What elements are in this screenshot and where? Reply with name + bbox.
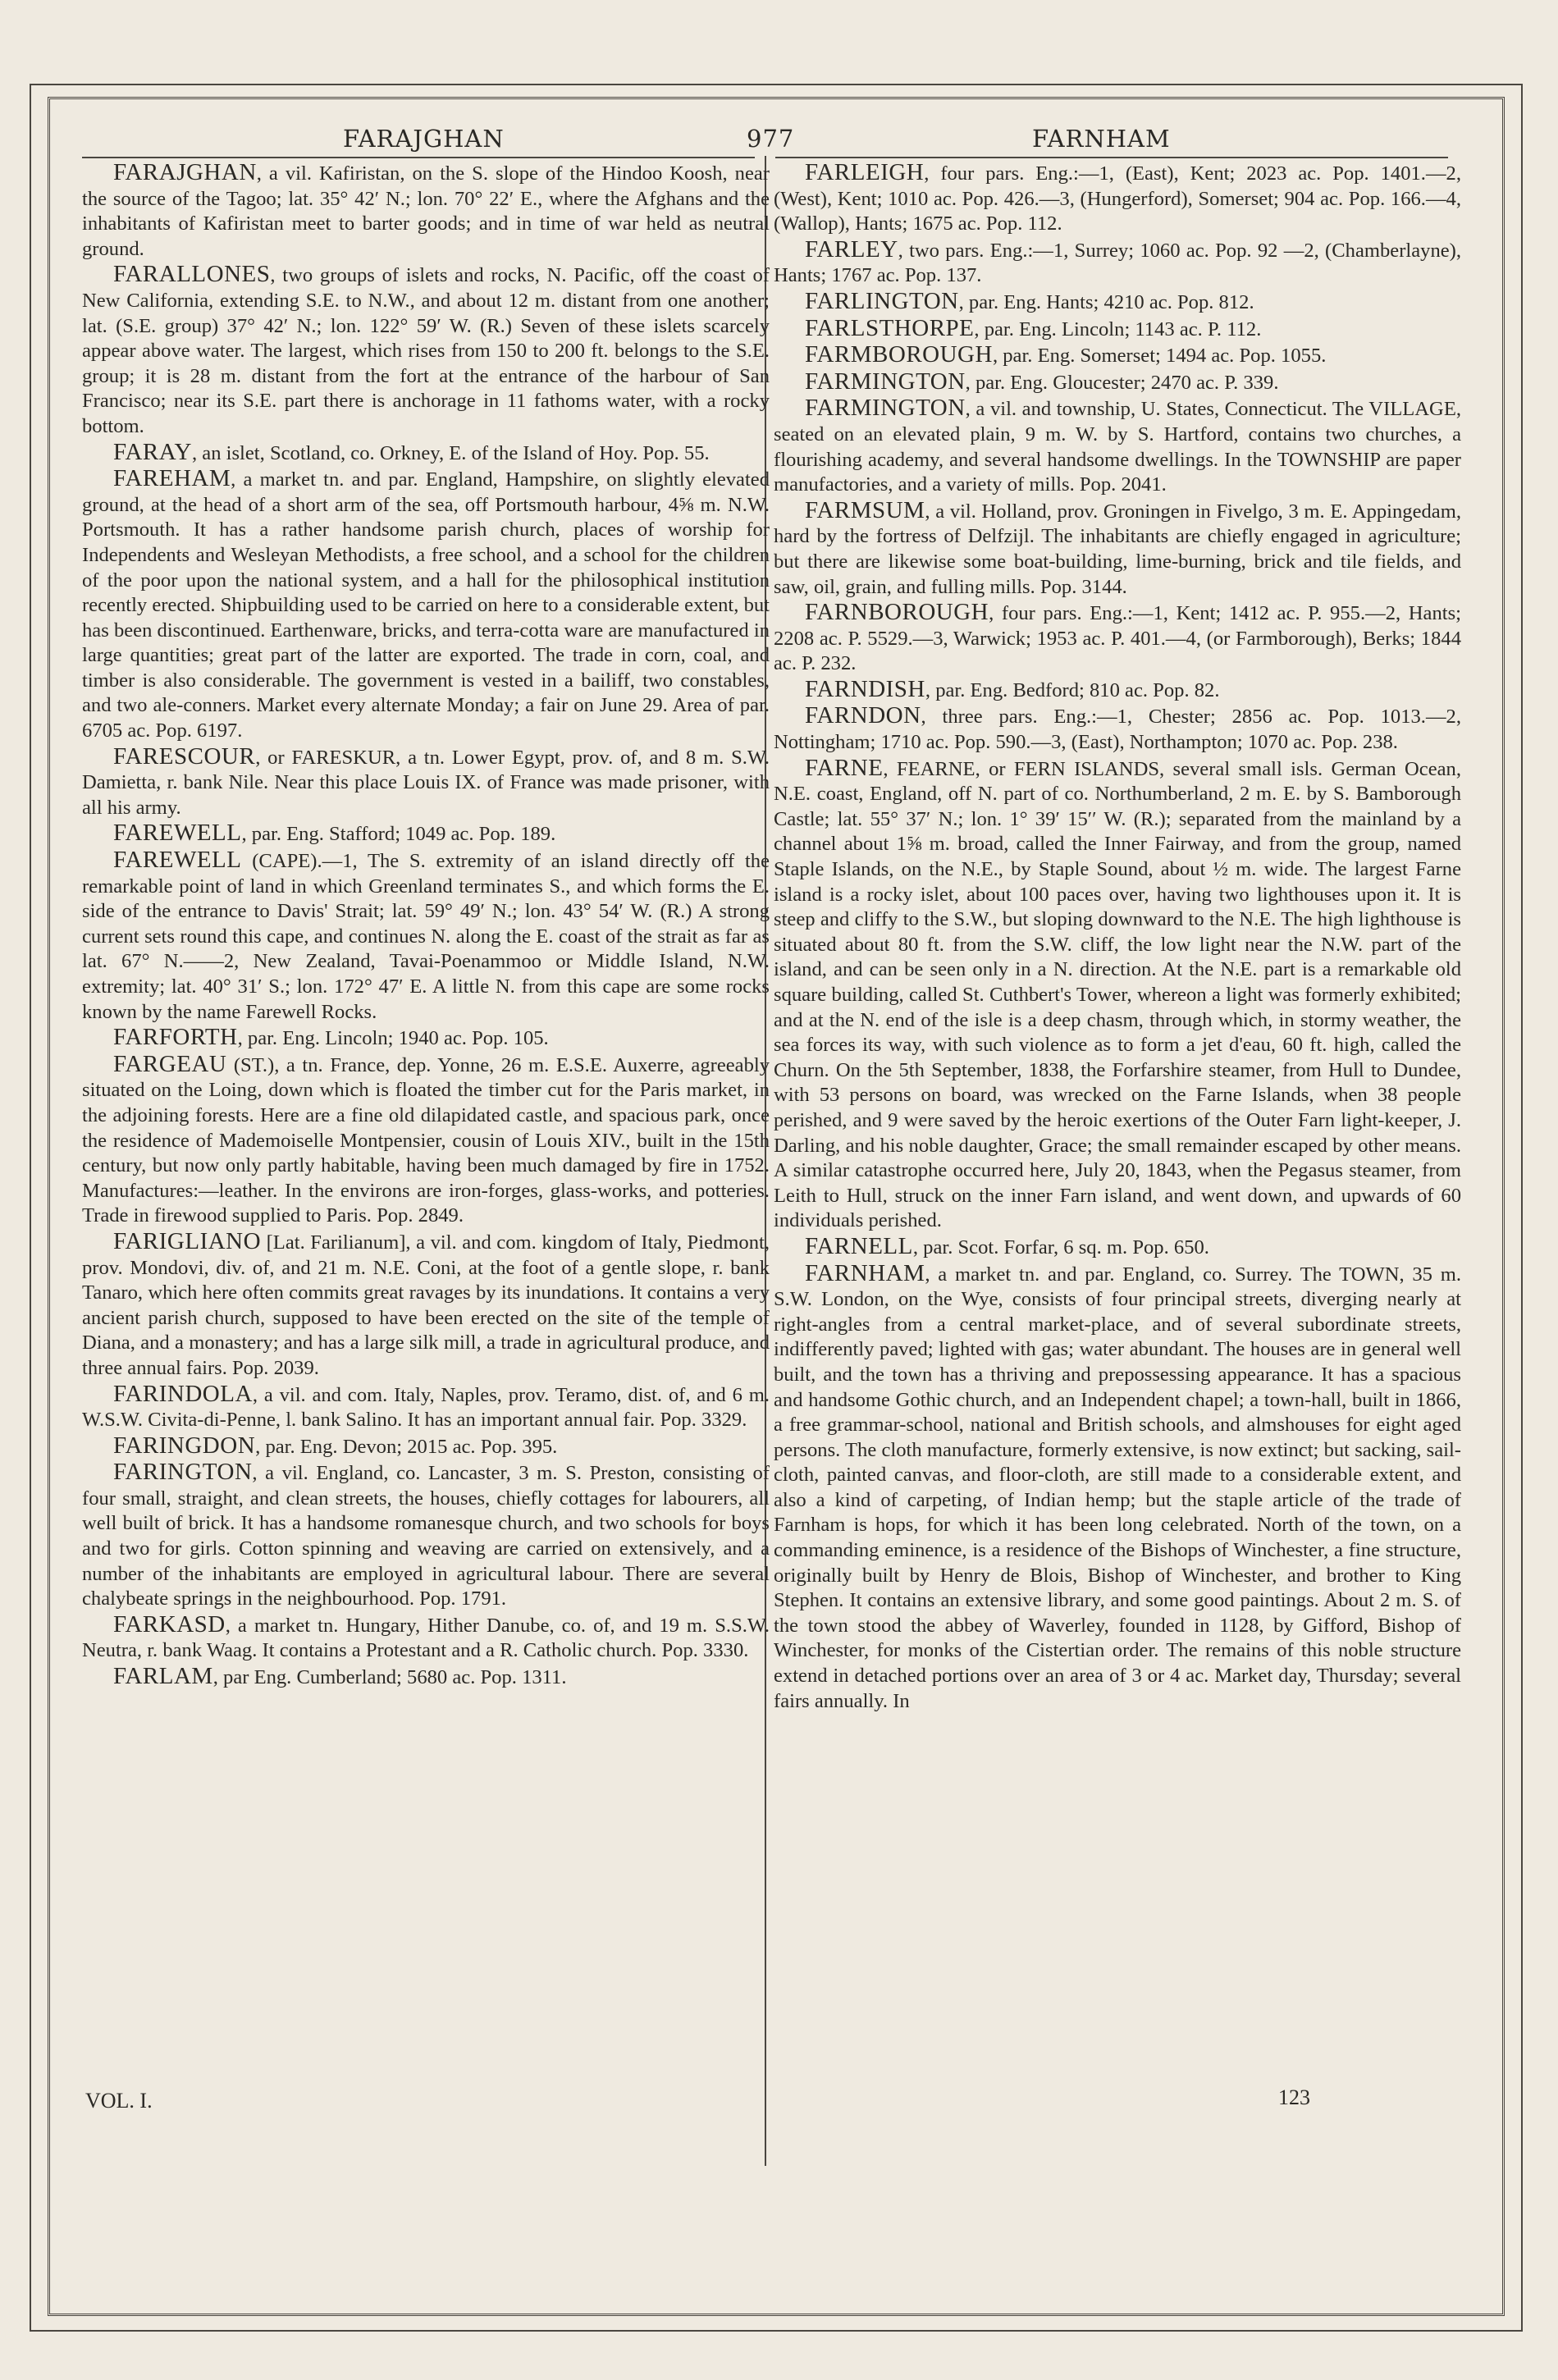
entry-text: , two pars. Eng.:—1, Surrey; 1060 ac. Pop. 92 —2, (Chamberlayne), Hants; 1767 ac. Pop. 137. [774, 239, 1461, 287]
running-head-right: FARNHAM [1032, 125, 1171, 153]
gazetteer-entry [82, 262, 770, 439]
entry-headword: FARNDISH [805, 675, 925, 702]
entry-text: (ST.), a tn. France, dep. Yonne, 26 m. E.S.E. Auxerre, agreeably situated on the Loing, down which is floated the timber cut for the Paris market, in the adjoining forests. Here are a fine old dilapidated castle, and spacious park, once the residence of Mademoiselle Montpensier, cousin of Louis XIV., built in the 15th century, but now only partly habitable, having been much damaged by fire in 1752. Manufactures:—leather. In the environs are iron-forges, glass-works, and potteries. Trade in firewood supplied to Paris. Pop. 2849. [82, 1053, 770, 1227]
entry-text: , or FARESKUR, a tn. Lower Egypt, prov. of, and 8 m. S.W. Damietta, r. bank Nile. Near this place Louis IX. of France was made prisoner, with all his army. [82, 746, 770, 819]
entry-headword: FARNE [805, 754, 884, 781]
gazetteer-entry [82, 466, 770, 744]
entry-text: , four pars. Eng.:—1, (East), Kent; 2023 ac. Pop. 1401.—2, (West), Kent; 1010 ac. Pop. 426.—3, (Hungerford), Somerset; 904 ac. Pop. 166.—4, (Wallop), Hants; 1675 ac. Pop. 112. [774, 162, 1461, 235]
gazetteer-entry [82, 1433, 770, 1460]
entry-text: , par. Eng. Bedford; 810 ac. Pop. 82. [925, 678, 1220, 701]
left-column [82, 160, 770, 2186]
gazetteer-entry [82, 744, 770, 821]
gazetteer-entry [774, 369, 1461, 396]
entry-headword: FARNHAM [805, 1259, 925, 1286]
header-rule-right [775, 157, 1448, 158]
right-column [774, 160, 1461, 2186]
entry-headword: FARMSUM [805, 496, 925, 523]
entry-text: , par. Eng. Stafford; 1049 ac. Pop. 189. [241, 823, 556, 846]
gazetteer-entry [82, 1025, 770, 1052]
gazetteer-entry [774, 289, 1461, 316]
entry-headword: FARINGDON [113, 1432, 256, 1459]
gazetteer-entry [82, 1664, 770, 1691]
entry-text: , a market tn. Hungary, Hither Danube, co. of, and 19 m. S.S.W. Neutra, r. bank Waag. It contains a Protestant and a R. Catholic church. Pop. 3330. [82, 1614, 770, 1662]
entry-headword: FARGEAU [113, 1050, 227, 1077]
entry-text: , par. Eng. Somerset; 1494 ac. Pop. 1055. [992, 345, 1327, 368]
entry-text: , an islet, Scotland, co. Orkney, E. of the Island of Hoy. Pop. 55. [192, 441, 710, 464]
entry-text: , two groups of islets and rocks, N. Pacific, off the coast of New California, extending S.E. to N.W., and about 12 m. distant from one another; lat. (S.E. group) 37° 42′ N.; lon. 122° 59′ W. (R.) Seven of these islets scarcely appear above water. The largest, which rises from 150 to 200 ft. belongs to the S.E. group; it is 28 m. distant from the fort at the entrance of the harbour of San Francisco; near its S.E. part there is anchorage in 11 fathoms water, with a rocky bottom. [82, 264, 770, 437]
gazetteer-entry [82, 160, 770, 262]
entry-text: , par. Eng. Lincoln; 1940 ac. Pop. 105. [237, 1027, 549, 1050]
entry-headword: FARALLONES [113, 261, 271, 288]
gazetteer-entry [82, 1460, 770, 1612]
entry-headword: FARLSTHORPE [805, 314, 975, 341]
entry-headword: FAREHAM [113, 465, 231, 492]
entry-text: , a vil. England, co. Lancaster, 3 m. S. Preston, consisting of four small, straight, and clean streets, the houses, chiefly cottages for labourers, all well built of brick. It has a handsome romanesque church, and two schools for boys and two for girls. Cotton spinning and weaving are carried on extensively, and a number of the inhabitants are employed in agricultural labour. There are several chalybeate springs in the neighbourhood. Pop. 1791. [82, 1462, 770, 1610]
entry-headword: FARMBOROUGH [805, 341, 993, 368]
entry-text: , par. Scot. Forfar, 6 sq. m. Pop. 650. [912, 1236, 1209, 1259]
entry-headword: FARAJGHAN [113, 160, 257, 185]
gazetteer-entry [82, 1382, 770, 1433]
entry-headword: FARESCOUR [113, 742, 256, 770]
gazetteer-entry [82, 820, 770, 847]
entry-headword: FARINGTON [113, 1459, 253, 1486]
gazetteer-entry [774, 316, 1461, 343]
entry-text: , a vil. and com. Italy, Naples, prov. Teramo, dist. of, and 6 m. W.S.W. Civita-di-Penne, l. bank Salino. It has an important annual fair. Pop. 3329. [82, 1383, 770, 1432]
gazetteer-entry [774, 600, 1461, 677]
entry-headword: FARFORTH [113, 1024, 238, 1051]
entry-headword: FARLAM [113, 1663, 213, 1690]
gazetteer-entry [82, 847, 770, 1025]
entry-text: (CAPE).—1, The S. extremity of an island directly off the remarkable point of land in which Greenland terminates S., and which forms the E. side of the entrance to Davis' Strait; lat. 59° 49′ N.; lon. 43° 54′ W. (R.) A strong current sets round this cape, and continues N. along the E. coast of the strait as far as lat. 67° N.——2, New Zealand, Tavai-Poenammoo or Middle Island, N.W. extremity; lat. 40° 31′ S.; lon. 172° 47′ E. A little N. from this cape are some rocks known by the name Farewell Rocks. [82, 850, 770, 1023]
entry-text: , par. Eng. Hants; 4210 ac. Pop. 812. [958, 290, 1254, 313]
gazetteer-entry [774, 1234, 1461, 1261]
entry-headword: FARLINGTON [805, 287, 959, 314]
entry-headword: FARLEIGH [805, 160, 925, 185]
entry-headword: FARLEY [805, 235, 898, 263]
entry-text: , par. Eng. Gloucester; 2470 ac. P. 339. [965, 371, 1279, 394]
gazetteer-entry [774, 395, 1461, 497]
signature-mark: 123 [1278, 2085, 1310, 2109]
gazetteer-entry [774, 1261, 1461, 1715]
gazetteer-entry [82, 1229, 770, 1382]
gazetteer-entry [774, 498, 1461, 600]
gazetteer-entry [774, 677, 1461, 704]
entry-headword: FARMINGTON [805, 395, 966, 422]
volume-label: VOL. I. [85, 2089, 153, 2113]
entry-headword: FARINDOLA [113, 1380, 253, 1407]
entry-headword: FARNELL [805, 1232, 913, 1259]
entry-headword: FARNBOROUGH [805, 599, 989, 626]
entry-text: [Lat. Farilianum], a vil. and com. kingdom of Italy, Piedmont, prov. Mondovi, div. of, and 21 m. N.E. Coni, at the foot of a gentle slope, r. bank Tanaro, which here often commits great ravages by its inundations. It contains a very ancient parish church, supposed to have been erected on the site of the temple of Diana, and a monastery; and has a large silk mill, a trade in agricultural produce, and three annual fairs. Pop. 2039. [82, 1231, 770, 1379]
gazetteer-entry [82, 440, 770, 467]
entry-text: , a vil. and township, U. States, Connecticut. The VILLAGE, seated on an elevated plain, 9 m. W. by S. Hartford, contains two churches, a flourishing academy, and several handsome dwellings. In the TOWNSHIP are paper manufactories, and a variety of mills. Pop. 2041. [774, 398, 1461, 496]
gazetteer-entry [774, 237, 1461, 289]
entry-text: , a market tn. and par. England, co. Surrey. The TOWN, 35 m. S.W. London, on the Wye, consists of four principal streets, diverging nearly at right-angles from a central market-place, and of several subordinate streets, indifferently paved; lighted with gas; water abundant. The houses are in general well built, and the town has a thriving and prepossessing appearance. It has a spacious and handsome Gothic church, and an Independent chapel; a town-hall, built in 1866, a free grammar-school, national and British schools, and almshouses for eight aged persons. The cloth manufacture, formerly extensive, is now extinct; but sacking, sail-cloth, painted canvas, and floor-cloth, are still made to a considerable extent, and also a kind of carpeting, of Indian hemp; but the staple article of the trade of Farnham is hops, for which it has been long celebrated. North of the town, on a commanding eminence, is a residence of the Bishops of Winchester, a fine structure, originally built by Henry de Blois, Bishop of Winchester, and brother to King Stephen. It contains an extensive library, and some good paintings. About 2 m. S. of the town stood the abbey of Waverley, founded in 1128, by Gifford, Bishop of Winchester, for monks of the Cistertian order. The remains of this noble structure extend in detached portions over an area of 3 or 4 ac. Market day, Thursday; several fairs annually. In [774, 1263, 1461, 1712]
gazetteer-entry [774, 160, 1461, 237]
gazetteer-entry [774, 703, 1461, 755]
entry-text: , a vil. Holland, prov. Groningen in Fivelgo, 3 m. E. Appingedam, hard by the fortress of Delfzijl. The inhabitants are chiefly engaged in agriculture; but there are likewise some boat-building, lime-burning, brick and tile fields, and saw, oil, grain, and fulling mills. Pop. 3144. [774, 500, 1461, 598]
gazetteer-entry [774, 756, 1461, 1234]
page-number: 977 [747, 125, 795, 153]
entry-text: , par. Eng. Devon; 2015 ac. Pop. 395. [255, 1435, 558, 1458]
entry-text: , three pars. Eng.:—1, Chester; 2856 ac. Pop. 1013.—2, Nottingham; 1710 ac. Pop. 590.—3, (East), Northampton; 1070 ac. Pop. 238. [774, 706, 1461, 754]
header-rule-left [82, 157, 755, 158]
entry-text: , par Eng. Cumberland; 5680 ac. Pop. 1311. [212, 1666, 567, 1689]
entry-headword: FARMINGTON [805, 368, 966, 395]
entry-text: , a market tn. and par. England, Hampshire, on slightly elevated ground, at the head of a short arm of the sea, off Portsmouth harbour, 4⅝ m. N.W. Portsmouth. It has a rather handsome parish church, places of worship for Independents and Wesleyan Methodists, a free school, and a school for the children of the poor upon the national system, and a hall for the philosophical institution recently erected. Shipbuilding used to be carried on here to a considerable extent, but has been discontinued. Earthenware, bricks, and terra-cotta ware are manufactured in large quantities; great part of the latter are exported. The trade in corn, coal, and timber is also considerable. The government is vested in a bailiff, two constables, and two ale-conners. Market every alternate Monday; a fair on June 29. Area of par. 6705 ac. Pop. 6197. [82, 468, 770, 742]
entry-headword: FAREWELL [113, 820, 242, 847]
entry-headword: FARIGLIANO [113, 1227, 262, 1254]
gazetteer-entry [774, 342, 1461, 369]
entry-text: , four pars. Eng.:—1, Kent; 1412 ac. P. 955.—2, Hants; 2208 ac. P. 5529.—3, Warwick; 1953 ac. P. 401.—4, (or Farmborough), Berks; 1844 ac. P. 232. [774, 602, 1461, 675]
entry-text: , FEARNE, or FERN ISLANDS, several small isls. German Ocean, N.E. coast, England, off N. part of co. Northumberland, 2 m. E. by S. Bamborough Castle; lat. 55° 37′ N.; lon. 1° 39′ 15′′ W. (R.); separated from the mainland by a channel about 1⅝ m. broad, called the Inner Fairway, and from the group, named Staple Islands, on the N.E., by Staple Sound, about ½ m. wide. The largest Farne island is a rocky islet, about 100 paces over, having two lighthouses upon it. It is steep and cliffy to the S.W., but sloping downward to the N.E. The high lighthouse is situated about 80 ft. from the S.W. cliff, the low light near the N.W. part of the island, and can be seen only in a N. direction. At the N.E. part is a remarkable old square building, called St. Cuthbert's Tower, whereon a light was formerly exhibited; and at the N. end of the isle is a deep chasm, through which, in stormy weather, the sea forces its way, with such violence as to form a jet d'eau, 60 ft. high, called the Churn. On the 5th September, 1838, the Forfarshire steamer, from Hull to Dundee, with 53 persons on board, was wrecked on the Farne Islands, when 38 people perished, and 9 were saved by the heroic exertions of the Outer Farn light-keeper, J. Darling, and his noble daughter, Grace; the small remainder escaped by other means. A similar catastrophe occurred here, July 20, 1843, when the Pegasus steamer, from Leith to Hull, struck on the inner Farn island, and went down, and upwards of 60 individuals perished. [774, 757, 1461, 1232]
entry-text: , a vil. Kafiristan, on the S. slope of the Hindoo Koosh, near the source of the Tagoo; lat. 35° 42′ N.; lon. 70° 22′ E., where the Afghans and the inhabitants of Kafiristan meet to barter goods; and in time of war held as neutral ground. [82, 162, 770, 260]
gazetteer-entry [82, 1612, 770, 1664]
entry-headword: FARKASD [113, 1610, 226, 1638]
entry-headword: FAREWELL [113, 847, 242, 874]
entry-text: , par. Eng. Lincoln; 1143 ac. P. 112. [974, 317, 1262, 340]
gazetteer-entry [82, 1052, 770, 1229]
entry-headword: FARAY [113, 438, 192, 465]
entry-headword: FARNDON [805, 702, 921, 729]
running-head-left: FARAJGHAN [343, 125, 505, 153]
